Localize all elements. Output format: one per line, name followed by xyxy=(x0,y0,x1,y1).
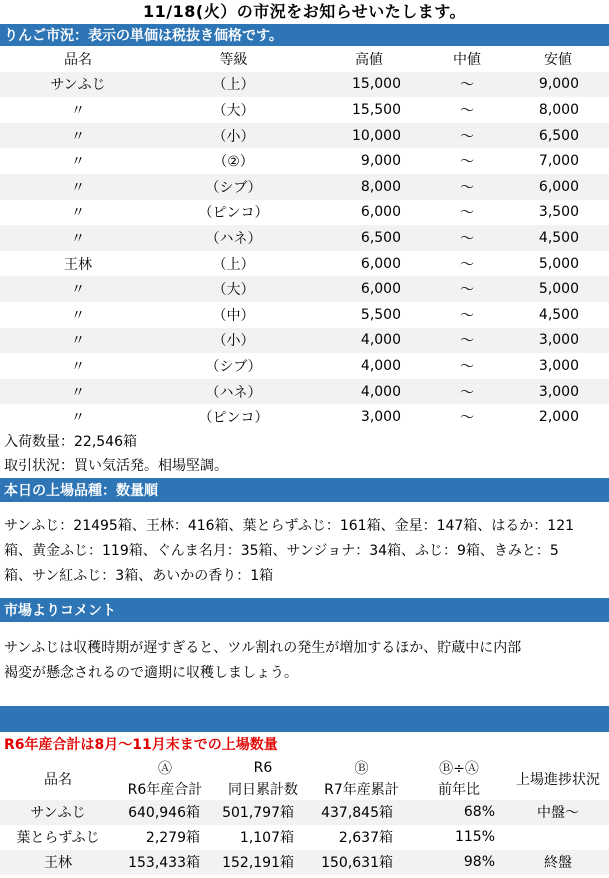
stats-cell-variety: サンふじ xyxy=(0,800,116,825)
stats-cell-r6-total: 2,279箱 xyxy=(145,830,200,847)
stats-cell-progress: 中盤～ xyxy=(507,800,609,825)
cell-variety: 〃 xyxy=(0,379,156,405)
cell-variety: 〃 xyxy=(71,205,85,222)
stats-h1-ratio-formula: Ⓑ÷Ⓐ xyxy=(439,760,479,777)
price-row xyxy=(0,353,609,379)
cell-mid: ～ xyxy=(460,358,474,375)
stats-h1-a-marker: Ⓐ xyxy=(158,760,172,777)
cell-grade: （ハネ） xyxy=(156,379,311,405)
cell-low: 6,500 xyxy=(507,123,609,149)
arrival-quantity: 入荷数量：22,546箱 xyxy=(4,433,137,450)
comment-line-2: 褐変が懸念されるので適期に収穫しましょう。 xyxy=(4,664,298,681)
cell-mid: ～ xyxy=(427,276,507,302)
cell-grade: （ピンコ） xyxy=(198,410,269,427)
stats-header-r6-total: R6年産合計 xyxy=(127,781,203,798)
stats-cell-yoy: 115% xyxy=(454,829,495,846)
stats-cell-same-day: 1,107箱 xyxy=(239,830,294,847)
col-header-low: 安値 xyxy=(507,46,609,72)
cell-variety: 〃 xyxy=(71,307,85,324)
cell-high: 3,000 xyxy=(360,409,401,426)
cell-low: 7,000 xyxy=(538,153,579,170)
cell-high: 4,000 xyxy=(311,379,427,405)
price-row xyxy=(0,174,609,200)
col-header-grade: 等級 xyxy=(156,46,311,72)
stats-cell-progress: 終盤 xyxy=(507,850,609,875)
stats-h1-r6: R6 xyxy=(253,759,273,776)
cell-mid: ～ xyxy=(427,72,507,98)
stats-divider-bar xyxy=(0,704,609,732)
cell-variety: サンふじ xyxy=(0,72,156,98)
col-header-mid: 中値 xyxy=(427,46,507,72)
stats-cell-yoy: 98% xyxy=(411,850,507,875)
cell-high: 6,000 xyxy=(360,204,401,221)
trade-status: 取引状況：買い気活発。相場堅調。 xyxy=(4,457,228,474)
stats-cell-yoy: 68% xyxy=(411,800,507,825)
cell-variety: 〃 xyxy=(0,225,156,251)
price-row xyxy=(0,97,609,123)
price-row xyxy=(0,148,609,174)
page-title: 11/18(火）の市況をお知らせいたします。 xyxy=(143,2,466,21)
stats-cell-variety: 葉とらずふじ xyxy=(16,830,100,847)
cell-low: 3,000 xyxy=(507,328,609,354)
price-row xyxy=(0,200,609,226)
comment-text xyxy=(0,622,609,692)
price-row xyxy=(0,404,609,430)
stats-header-r7-total: R7年産累計 xyxy=(324,781,399,798)
cell-low: 6,000 xyxy=(507,174,609,200)
stats-row xyxy=(0,850,609,875)
cell-mid: ～ xyxy=(460,410,474,427)
cell-low: 9,000 xyxy=(507,72,609,98)
cell-high: 6,000 xyxy=(311,276,427,302)
stats-note: R6年産合計は8月～11月末までの上場数量 xyxy=(0,732,609,758)
stats-header-yoy: 前年比 xyxy=(438,781,480,798)
cell-high: 6,500 xyxy=(311,225,427,251)
cell-grade: （ピンコ） xyxy=(198,205,269,222)
comment-line-1: サンふじは収穫時期が遅すぎると、ツル割れの発生が増加するほか、貯蔵中に内部 xyxy=(4,639,522,656)
cell-mid: ～ xyxy=(427,123,507,149)
cell-high: 8,000 xyxy=(311,174,427,200)
price-row xyxy=(0,251,609,277)
cell-mid: ～ xyxy=(427,174,507,200)
cell-grade: （②） xyxy=(213,154,254,171)
cell-low: 5,000 xyxy=(507,276,609,302)
cell-high: 4,000 xyxy=(360,357,401,374)
stats-header-progress: 上場進捗状況 xyxy=(516,771,600,788)
listing-line-3: 箱、サン紅ふじ：3箱、あいかの香り：1箱 xyxy=(4,567,274,584)
cell-high: 4,000 xyxy=(311,328,427,354)
cell-high: 15,000 xyxy=(311,72,427,98)
cell-grade: （小） xyxy=(156,328,311,354)
cell-low: 3,000 xyxy=(538,357,579,374)
stats-table xyxy=(0,758,609,875)
stats-cell-r7-total: 437,845箱 xyxy=(312,800,411,825)
cell-variety: 〃 xyxy=(71,102,85,119)
cell-mid: ～ xyxy=(460,154,474,171)
cell-variety: 王林 xyxy=(64,256,92,273)
listing-text xyxy=(0,502,609,596)
col-header-high: 高値 xyxy=(311,46,427,72)
price-row xyxy=(0,123,609,149)
stats-cell-r7-total: 150,631箱 xyxy=(312,850,411,875)
apple-price-table xyxy=(0,46,609,430)
apple-market-header: りんご市況：表示の単価は税抜き価格です。 xyxy=(0,24,609,46)
stats-cell-variety: 王林 xyxy=(0,850,116,875)
cell-variety: 〃 xyxy=(0,328,156,354)
price-row xyxy=(0,328,609,354)
cell-grade: （ハネ） xyxy=(156,225,311,251)
cell-low: 8,000 xyxy=(538,101,579,118)
cell-low: 3,000 xyxy=(507,379,609,405)
cell-mid: ～ xyxy=(460,256,474,273)
cell-grade: （大） xyxy=(212,102,255,119)
listing-line-2: 箱、黄金ふじ：119箱、ぐんま名月：35箱、サンジョナ：34箱、ふじ：9箱、きみと：5 xyxy=(4,542,559,559)
cell-low: 4,500 xyxy=(538,306,579,323)
stats-cell-r6-total: 153,433箱 xyxy=(116,850,214,875)
cell-low: 3,500 xyxy=(538,204,579,221)
cell-grade: （上） xyxy=(156,72,311,98)
cell-grade: （上） xyxy=(212,256,255,273)
stats-cell-r7-total: 2,637箱 xyxy=(338,830,393,847)
stats-header-same-day: 同日累計数 xyxy=(228,781,298,798)
price-table-header xyxy=(0,46,609,72)
stats-h1-b-marker: Ⓑ xyxy=(354,760,369,777)
price-row xyxy=(0,276,609,302)
cell-variety: 〃 xyxy=(0,123,156,149)
cell-high: 5,500 xyxy=(360,306,401,323)
cell-high: 15,500 xyxy=(352,101,401,118)
cell-mid: ～ xyxy=(460,205,474,222)
stats-cell-same-day: 501,797箱 xyxy=(214,800,312,825)
stats-cell-progress xyxy=(507,825,609,850)
cell-variety: 〃 xyxy=(71,154,85,171)
cell-mid: ～ xyxy=(460,307,474,324)
comment-header: 市場よりコメント xyxy=(0,596,609,622)
cell-mid: ～ xyxy=(460,102,474,119)
cell-mid: ～ xyxy=(427,328,507,354)
cell-variety: 〃 xyxy=(0,276,156,302)
stats-cell-same-day: 152,191箱 xyxy=(214,850,312,875)
price-row xyxy=(0,225,609,251)
cell-variety: 〃 xyxy=(0,174,156,200)
cell-variety: 〃 xyxy=(71,410,85,427)
col-header-variety: 品名 xyxy=(0,46,156,72)
cell-high: 6,000 xyxy=(360,255,401,272)
cell-grade: （小） xyxy=(156,123,311,149)
price-row xyxy=(0,302,609,328)
cell-grade: （中） xyxy=(212,307,255,324)
stats-row xyxy=(0,800,609,825)
listing-line-1: サンふじ：21495箱、王林：416箱、葉とらずふじ：161箱、金星：147箱、はるか：121 xyxy=(4,517,575,534)
cell-low: 4,500 xyxy=(507,225,609,251)
cell-high: 9,000 xyxy=(360,153,401,170)
cell-low: 5,000 xyxy=(538,255,579,272)
cell-mid: ～ xyxy=(427,225,507,251)
stats-row xyxy=(0,825,609,850)
cell-high: 10,000 xyxy=(311,123,427,149)
price-row xyxy=(0,72,609,98)
cell-variety: 〃 xyxy=(71,358,85,375)
cell-grade: （シブ） xyxy=(205,358,262,375)
cell-low: 2,000 xyxy=(538,409,579,426)
stats-cell-r6-total: 640,946箱 xyxy=(116,800,214,825)
cell-grade: （シブ） xyxy=(156,174,311,200)
stats-header-variety: 品名 xyxy=(44,771,72,788)
price-row xyxy=(0,379,609,405)
cell-mid: ～ xyxy=(427,379,507,405)
listing-header: 本日の上場品種：数量順 xyxy=(0,478,609,502)
cell-grade: （大） xyxy=(156,276,311,302)
